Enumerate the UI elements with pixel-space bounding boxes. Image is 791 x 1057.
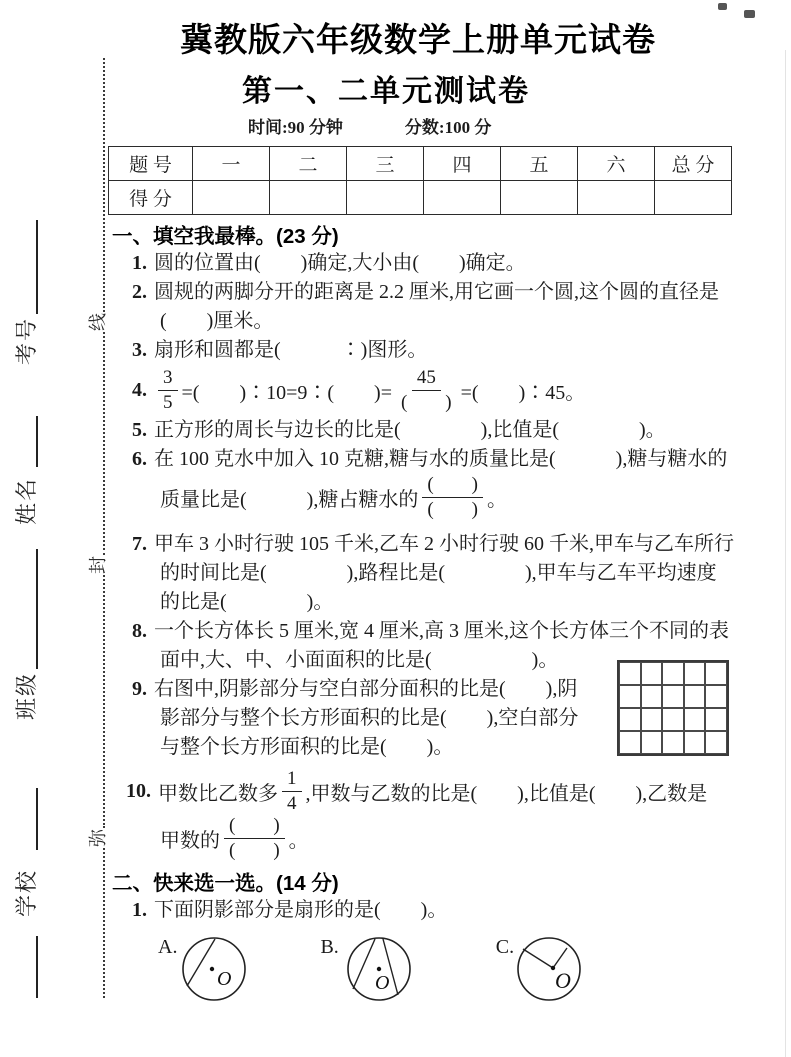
option-c-label: C. bbox=[495, 936, 515, 958]
field-label-class: 班级 bbox=[13, 671, 39, 720]
question-2-line-1 bbox=[112, 278, 764, 307]
question-text: 的比是( )。 bbox=[160, 591, 334, 613]
page-edge-line bbox=[785, 50, 787, 1057]
fraction-numerator: ( ) bbox=[422, 474, 483, 498]
score-col-2: 二 bbox=[270, 147, 347, 181]
question-9 bbox=[112, 675, 764, 762]
score-table-score-row bbox=[109, 181, 732, 215]
question-text: 圆的位置由( )确定,大小由( )确定。 bbox=[154, 252, 526, 274]
option-b-circle-figure bbox=[346, 933, 412, 1005]
answer-blank-line bbox=[18, 788, 38, 850]
grid-cell bbox=[705, 731, 727, 754]
fraction-numerator: 45 bbox=[412, 367, 441, 391]
fraction bbox=[282, 768, 302, 815]
question-number: 1. bbox=[132, 899, 147, 921]
question-text: 下面阴影部分是扇形的是( )。 bbox=[154, 899, 448, 921]
score-table-score-label: 得 分 bbox=[109, 181, 193, 215]
grid-cell bbox=[619, 662, 641, 685]
score-col-4: 四 bbox=[424, 147, 501, 181]
question-text: 甲车 3 小时行驶 105 千米,乙车 2 小时行驶 60 千米,甲车与乙车所行 bbox=[154, 533, 734, 555]
question-number: 2. bbox=[132, 281, 147, 303]
score-cell bbox=[578, 181, 655, 215]
fraction-numerator: 1 bbox=[282, 768, 302, 792]
score-col-3: 三 bbox=[347, 147, 424, 181]
question-text: =( )∶10=9∶( )= bbox=[181, 381, 392, 404]
fraction bbox=[224, 815, 285, 862]
question-10-line-1 bbox=[112, 768, 764, 815]
grid-cell bbox=[684, 662, 706, 685]
seal-dotted-line bbox=[84, 52, 110, 998]
field-label-exam-no: 考号 bbox=[13, 316, 39, 365]
fraction-denominator: ( ) bbox=[400, 391, 452, 413]
question-text: 甲数的 bbox=[160, 829, 220, 852]
seal-dash bbox=[89, 58, 105, 312]
score-table bbox=[108, 146, 732, 215]
question-8-line-1 bbox=[112, 617, 764, 646]
scan-artifact bbox=[718, 3, 727, 10]
question-number: 6. bbox=[132, 448, 147, 470]
seal-dash bbox=[89, 332, 105, 555]
question-7-line-1 bbox=[112, 530, 764, 559]
grid-cell bbox=[662, 662, 684, 685]
grid-cell bbox=[641, 662, 663, 685]
grid-cell bbox=[641, 685, 663, 708]
section-one-heading: 一、填空我最棒。(23 分) bbox=[112, 225, 339, 248]
score-col-1: 一 bbox=[193, 147, 270, 181]
grid-cell bbox=[662, 685, 684, 708]
option-c-circle-figure bbox=[516, 933, 582, 1005]
question-3 bbox=[112, 336, 764, 365]
score-col-6: 六 bbox=[578, 147, 655, 181]
question-number: 10. bbox=[126, 780, 151, 802]
question-7-line-2 bbox=[112, 559, 764, 588]
answer-blank-line bbox=[18, 220, 38, 314]
question-6-line-2 bbox=[112, 474, 764, 521]
rectangle-grid bbox=[617, 660, 729, 756]
option-a-label: A. bbox=[158, 936, 178, 958]
page-subtitle: 第一、二单元测试卷 bbox=[242, 75, 530, 108]
option-b-label: B. bbox=[320, 936, 339, 958]
question-number: 5. bbox=[132, 419, 147, 441]
fraction bbox=[422, 474, 483, 521]
scan-artifact bbox=[744, 10, 755, 18]
question-text: 右图中,阴影部分与空白部分面积的比是( ),阴 bbox=[154, 678, 578, 700]
fraction-numerator: ( ) bbox=[224, 815, 285, 839]
question-text: 面中,大、中、小面面积的比是( )。 bbox=[160, 649, 559, 671]
grid-cell bbox=[705, 708, 727, 731]
fraction-numerator: 3 bbox=[158, 367, 178, 391]
question-text: 在 100 克水中加入 10 克糖,糖与水的质量比是( ),糖与糖水的 bbox=[154, 448, 728, 470]
grid-cell bbox=[641, 731, 663, 754]
question-text: ( )厘米。 bbox=[160, 310, 274, 332]
circle-center-label: O bbox=[374, 972, 390, 994]
question-text: 一个长方体长 5 厘米,宽 4 厘米,高 3 厘米,这个长方体三个不同的表 bbox=[154, 620, 729, 642]
answer-blank-line bbox=[18, 549, 38, 669]
score-cell bbox=[193, 181, 270, 215]
grid-cell bbox=[662, 731, 684, 754]
exam-info-row bbox=[112, 113, 764, 135]
score-cell bbox=[347, 181, 424, 215]
seal-char-mi: 弥 bbox=[88, 829, 108, 847]
question-text: 的时间比是( ),路程比是( ),甲车与乙车平均速度 bbox=[160, 562, 717, 584]
question-text: ,甲数与乙数的比是( ),比值是( ),乙数是 bbox=[305, 783, 708, 805]
question-10-line-2 bbox=[112, 815, 764, 861]
grid-cell bbox=[705, 662, 727, 685]
answer-blank-line bbox=[18, 416, 38, 467]
question-2-line-2 bbox=[112, 307, 764, 336]
grid-cell bbox=[684, 685, 706, 708]
seal-dash bbox=[89, 575, 105, 828]
fraction-denominator: ( ) bbox=[427, 499, 478, 520]
score-cell bbox=[270, 181, 347, 215]
score-table-header-row bbox=[109, 147, 732, 181]
score-col-total: 总 分 bbox=[655, 147, 732, 181]
seal-char-feng: 封 bbox=[88, 556, 108, 574]
score-label: 分数:100 分 bbox=[404, 118, 492, 137]
score-cell bbox=[655, 181, 732, 215]
score-table-question-label: 题 号 bbox=[109, 147, 193, 181]
circle-center-label: O bbox=[217, 968, 232, 990]
section-two-heading: 二、快来选一选。(14 分) bbox=[112, 872, 339, 895]
grid-cell bbox=[705, 685, 727, 708]
grid-cell bbox=[641, 708, 663, 731]
question-number: 9. bbox=[132, 678, 147, 700]
circle-center-label: O bbox=[555, 968, 572, 993]
answer-blank-line bbox=[18, 936, 38, 998]
time-label: 时间:90 分钟 bbox=[248, 118, 343, 137]
seal-char-xian: 线 bbox=[88, 313, 108, 331]
score-cell bbox=[424, 181, 501, 215]
question-6-line-1 bbox=[112, 445, 764, 474]
question-text: 。 bbox=[486, 489, 507, 511]
grid-cell bbox=[684, 708, 706, 731]
question-text: =( )∶45。 bbox=[460, 381, 586, 404]
grid-cell bbox=[619, 685, 641, 708]
question-text: 。 bbox=[288, 829, 309, 852]
fraction-denominator: 5 bbox=[163, 391, 173, 413]
fraction bbox=[158, 367, 178, 414]
section-two-question-1 bbox=[112, 896, 764, 925]
question-number: 1. bbox=[132, 252, 147, 274]
question-number: 8. bbox=[132, 620, 147, 642]
question-number: 3. bbox=[132, 339, 147, 361]
fraction-denominator: 4 bbox=[287, 793, 297, 814]
seal-margin-fields bbox=[12, 118, 38, 998]
fraction bbox=[396, 367, 457, 414]
question-4 bbox=[112, 367, 764, 413]
option-a-circle-figure bbox=[181, 933, 247, 1005]
answer-options-row bbox=[112, 933, 764, 1009]
grid-cell bbox=[684, 731, 706, 754]
field-label-name: 姓名 bbox=[13, 476, 39, 525]
page-title: 冀教版六年级数学上册单元试卷 bbox=[180, 21, 656, 58]
question-5 bbox=[112, 416, 764, 445]
main-content bbox=[112, 20, 764, 1009]
fraction-denominator: ( ) bbox=[229, 839, 280, 861]
question-text: 甲数比乙数多 bbox=[158, 783, 278, 805]
score-col-5: 五 bbox=[501, 147, 578, 181]
question-text: 扇形和圆都是( ∶)图形。 bbox=[154, 339, 428, 361]
question-7-line-3 bbox=[112, 588, 764, 617]
question-number: 4. bbox=[132, 378, 147, 401]
question-text: 正方形的周长与边长的比是( ),比值是( )。 bbox=[154, 419, 666, 441]
grid-cell bbox=[619, 731, 641, 754]
question-1 bbox=[112, 249, 764, 278]
question-text: 质量比是( ),糖占糖水的 bbox=[160, 489, 419, 511]
grid-cell bbox=[662, 708, 684, 731]
grid-cell bbox=[619, 708, 641, 731]
question-text: 影部分与整个长方形面积的比是( ),空白部分 bbox=[160, 707, 579, 729]
score-cell bbox=[501, 181, 578, 215]
field-label-school: 学校 bbox=[13, 868, 39, 917]
seal-dash bbox=[89, 848, 105, 998]
question-text: 圆规的两脚分开的距离是 2.2 厘米,用它画一个圆,这个圆的直径是 bbox=[154, 281, 719, 303]
question-number: 7. bbox=[132, 533, 147, 555]
question-text: 与整个长方形面积的比是( )。 bbox=[160, 736, 454, 758]
